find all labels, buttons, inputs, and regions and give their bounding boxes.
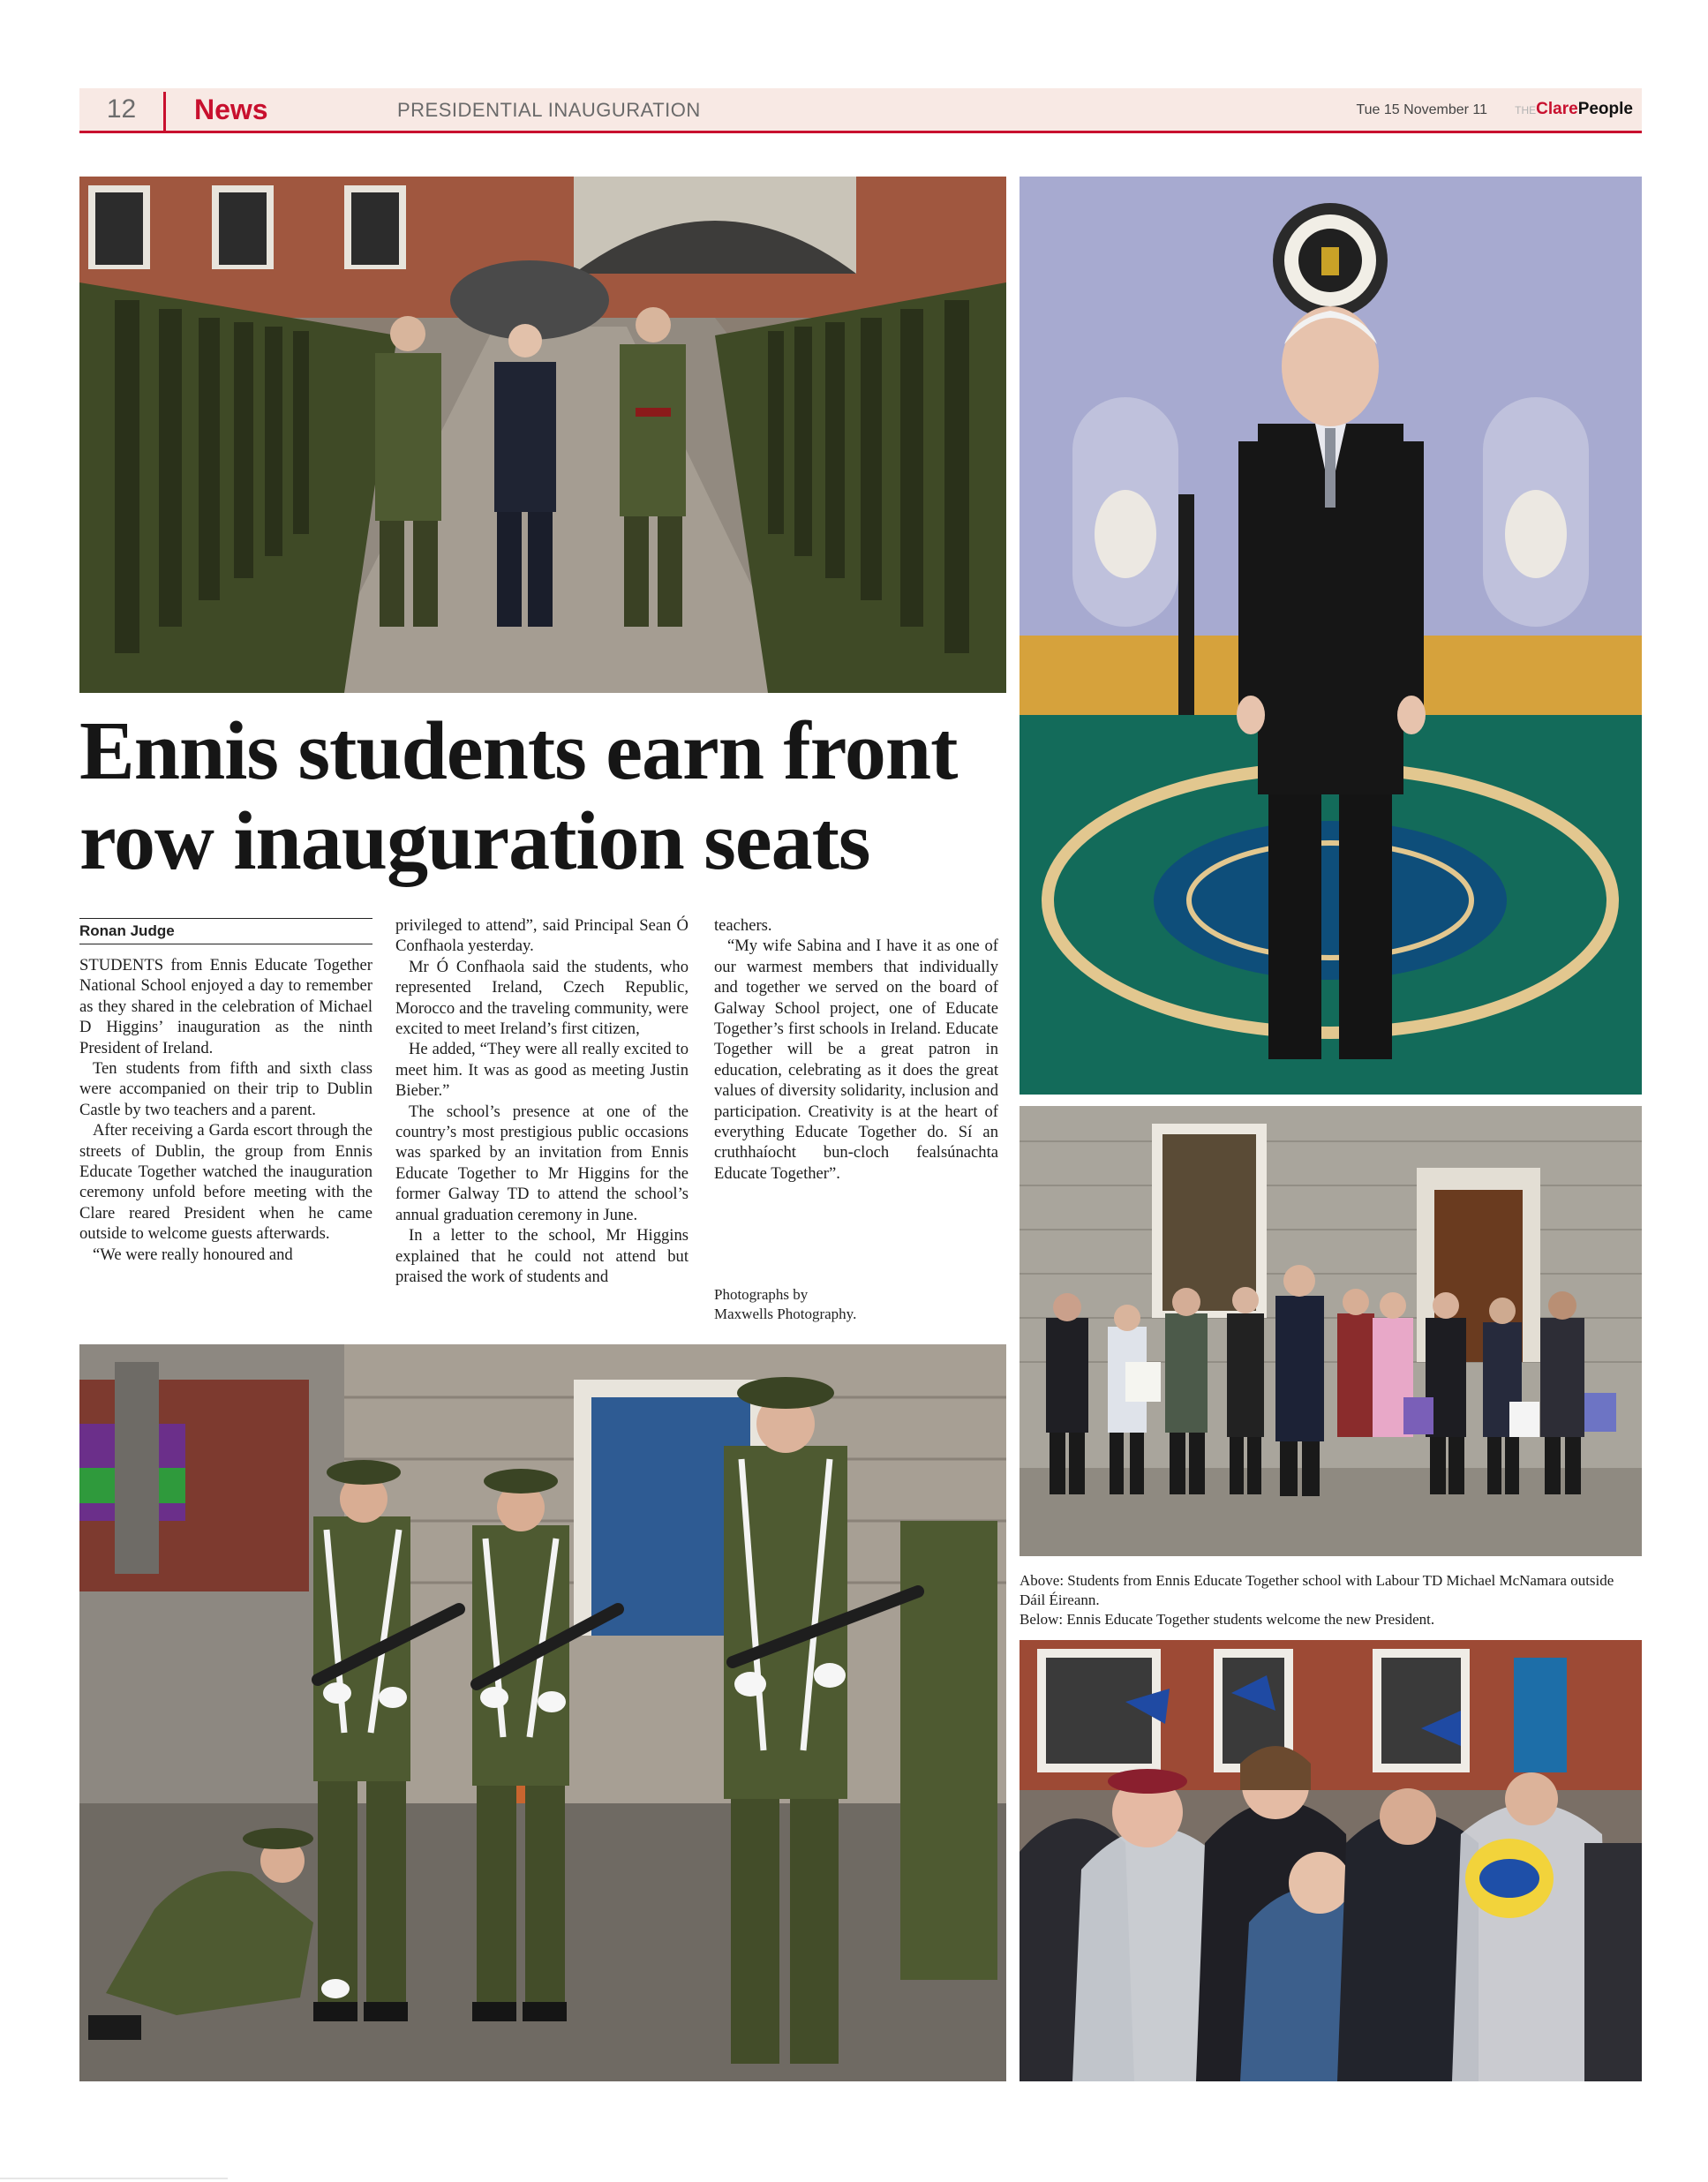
article-column-1 — [79, 955, 372, 1265]
footer-rule — [0, 2178, 228, 2179]
article-column-3 — [714, 915, 998, 1184]
paragraph: The school’s presence at one of the country’s most prestigious public occasions was sparked by an invitation from Ennis Educate Together to Mr Higgins for the former Galway TD to attend the school’s annual graduation ceremony in June. — [395, 1102, 688, 1224]
masthead-the: THE — [1515, 104, 1537, 117]
headline-line-1: Ennis students earn front — [79, 705, 958, 797]
paragraph: After receiving a Garda escort through the streets of Dublin, the group from Ennis Educate Together watched the inauguration ceremony unfold before meeting with the Clare reared President when he came outside to welcome guests afterwards. — [79, 1121, 372, 1244]
issue-date: Tue 15 November 11 — [1356, 102, 1487, 117]
photo-students-with-td — [1020, 1106, 1642, 1556]
photo-president-portrait — [1020, 177, 1642, 1095]
section-label: News — [194, 94, 268, 125]
photo-soldiers-parade — [79, 1344, 1006, 2081]
article-column-2 — [395, 915, 688, 1287]
photo-caption — [1020, 1571, 1642, 1629]
page-header — [79, 88, 1642, 133]
caption-below: Below: Ennis Educate Together students welcome the new President. — [1020, 1611, 1435, 1628]
page-number: 12 — [106, 94, 137, 124]
paragraph: “We were really honoured and — [93, 1245, 293, 1264]
header-divider — [163, 92, 166, 131]
caption-above: Above: Students from Ennis Educate Together school with Labour TD Michael McNamara outside Dáil Éireann. — [1020, 1572, 1614, 1608]
byline: Ronan Judge — [79, 918, 372, 944]
paragraph: STUDENTS from Ennis Educate Together National School enjoyed a day to remember as they shared in the celebration of Michael D Higgins’ inauguration as the ninth President of Ireland. — [79, 956, 372, 1057]
masthead-people: People — [1577, 100, 1633, 118]
photo-credit — [714, 1285, 998, 1324]
photo-students-celebrating — [1020, 1640, 1642, 2081]
paragraph: He added, “They were all really excited to meet him. It was as good as meeting Justin Bieber.” — [395, 1040, 688, 1101]
paragraph: Ten students from fifth and sixth class were accompanied on their trip to Dublin Castle by two teachers and a parent. — [79, 1059, 372, 1119]
paragraph: “My wife Sabina and I have it as one of our warmest members that individually and together we served on the board of Galway School project, one of Educate Together’s first schools in Ireland. Educate Together will be a great patron in education, celebrating as it does the great values of diversity solidarity, inclusion and participation. Creativity is at the heart of everything Educate Together do. Sí an cruthhaíocht bun-cloch fealsúnachta Educate Together”. — [714, 937, 998, 1183]
paragraph: privileged to attend”, said Principal Sean Ó Confhaola yesterday. — [395, 916, 688, 956]
headline-line-2: row inauguration seats — [79, 795, 870, 887]
photo-guard-of-honour — [79, 177, 1006, 693]
photo-credit-line-2: Maxwells Photography. — [714, 1305, 857, 1322]
masthead-clare: Clare — [1536, 100, 1578, 118]
photo-credit-line-1: Photographs by — [714, 1286, 809, 1303]
article-headline — [79, 706, 1015, 886]
topic-label: PRESIDENTIAL INAUGURATION — [397, 99, 701, 121]
paragraph: teachers. — [714, 916, 772, 935]
paragraph: In a letter to the school, Mr Higgins explained that he could not attend but praised the work of students and — [395, 1226, 688, 1286]
masthead-logo — [1515, 88, 1633, 131]
paragraph: Mr Ó Confhaola said the students, who represented Ireland, Czech Republic, Morocco and the traveling community, were excited to meet Ireland’s first citizen, — [395, 957, 688, 1039]
